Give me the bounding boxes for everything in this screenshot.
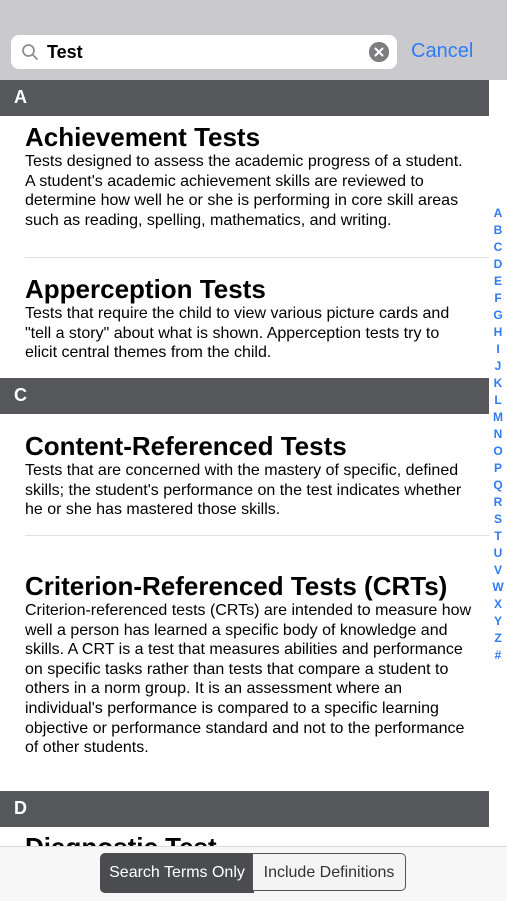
term-title: Apperception Tests bbox=[25, 274, 266, 304]
index-letter-p[interactable]: P bbox=[493, 461, 502, 475]
index-letter-x[interactable]: X bbox=[493, 597, 502, 611]
term-title: Content-Referenced Tests bbox=[25, 431, 347, 461]
index-letter-r[interactable]: R bbox=[493, 495, 503, 509]
search-input[interactable] bbox=[47, 35, 367, 69]
section-header-d bbox=[0, 791, 489, 827]
index-letter-h[interactable]: H bbox=[493, 325, 503, 339]
index-letter-d[interactable]: D bbox=[493, 257, 503, 271]
section-header-c bbox=[0, 378, 489, 414]
divider bbox=[25, 257, 489, 258]
list-item[interactable] bbox=[25, 431, 475, 520]
index-letter-t[interactable]: T bbox=[494, 529, 502, 543]
index-letter-o[interactable]: O bbox=[493, 444, 503, 458]
index-letter-hash[interactable]: # bbox=[494, 648, 502, 662]
index-letter-a[interactable]: A bbox=[493, 206, 503, 220]
index-letter-m[interactable]: M bbox=[493, 410, 503, 424]
index-letter-e[interactable]: E bbox=[493, 274, 502, 288]
search-bar bbox=[0, 0, 507, 80]
search-icon bbox=[21, 43, 39, 61]
index-letter-v[interactable]: V bbox=[493, 563, 502, 577]
list-item[interactable] bbox=[25, 571, 475, 758]
list-item[interactable] bbox=[25, 274, 475, 363]
index-letter-b[interactable]: B bbox=[493, 223, 503, 237]
index-letter-s[interactable]: S bbox=[493, 512, 502, 526]
index-letter-c[interactable]: C bbox=[493, 240, 503, 254]
index-letter-y[interactable]: Y bbox=[493, 614, 502, 628]
term-definition: Tests that are concerned with the mastery of specific, defined skills; the student's performance on the test indicates whether he or she has mastered those skills. bbox=[25, 462, 462, 519]
section-header-label: C bbox=[14, 385, 27, 405]
search-field[interactable] bbox=[11, 35, 397, 69]
index-letter-g[interactable]: G bbox=[493, 308, 503, 322]
index-letter-k[interactable]: K bbox=[493, 376, 503, 390]
term-definition: Tests designed to assess the academic progress of a student. A student's academic achievement skills are reviewed to determine how well he or she is performing in core skill areas such as reading, spelling, mathematics, and writing. bbox=[25, 153, 463, 229]
list-item[interactable] bbox=[25, 122, 475, 230]
term-title: Achievement Tests bbox=[25, 122, 261, 152]
index-letter-w[interactable]: W bbox=[492, 580, 504, 594]
index-letter-n[interactable]: N bbox=[493, 427, 503, 441]
term-definition: Criterion-referenced tests (CRTs) are intended to measure how well a person has learned a specific body of knowledge and skills. A CRT is a test that measures abilities and performance on specific tasks rather than tests that compare a student to others in a norm group. It is an assessment where an individual's performance is compared to a specific learning objective or performance standard and not to the performance of other students. bbox=[25, 602, 472, 757]
glossary-list[interactable] bbox=[0, 80, 489, 846]
index-letter-l[interactable]: L bbox=[494, 393, 502, 407]
cancel-button[interactable]: Cancel bbox=[411, 40, 474, 62]
index-letter-u[interactable]: U bbox=[493, 546, 503, 560]
term-definition: Tests that require the child to view various picture cards and "tell a story" about what is shown. Apperception tests try to elicit central themes from the child. bbox=[25, 305, 450, 362]
include-definitions-segment[interactable]: Include Definitions bbox=[252, 853, 406, 891]
section-header-a bbox=[0, 80, 489, 116]
index-letter-f[interactable]: F bbox=[494, 291, 502, 305]
clear-icon[interactable] bbox=[369, 42, 389, 62]
index-letter-i[interactable]: I bbox=[496, 342, 500, 356]
index-letter-j[interactable]: J bbox=[494, 359, 502, 373]
index-letter-z[interactable]: Z bbox=[494, 631, 502, 645]
section-header-label: A bbox=[14, 87, 27, 107]
term-title: Criterion-Referenced Tests (CRTs) bbox=[25, 571, 448, 601]
alphabet-index[interactable] bbox=[489, 205, 507, 664]
section-header-label: D bbox=[14, 798, 27, 818]
divider bbox=[25, 535, 489, 536]
index-letter-q[interactable]: Q bbox=[493, 478, 503, 492]
search-terms-only-segment[interactable]: Search Terms Only bbox=[100, 853, 254, 893]
